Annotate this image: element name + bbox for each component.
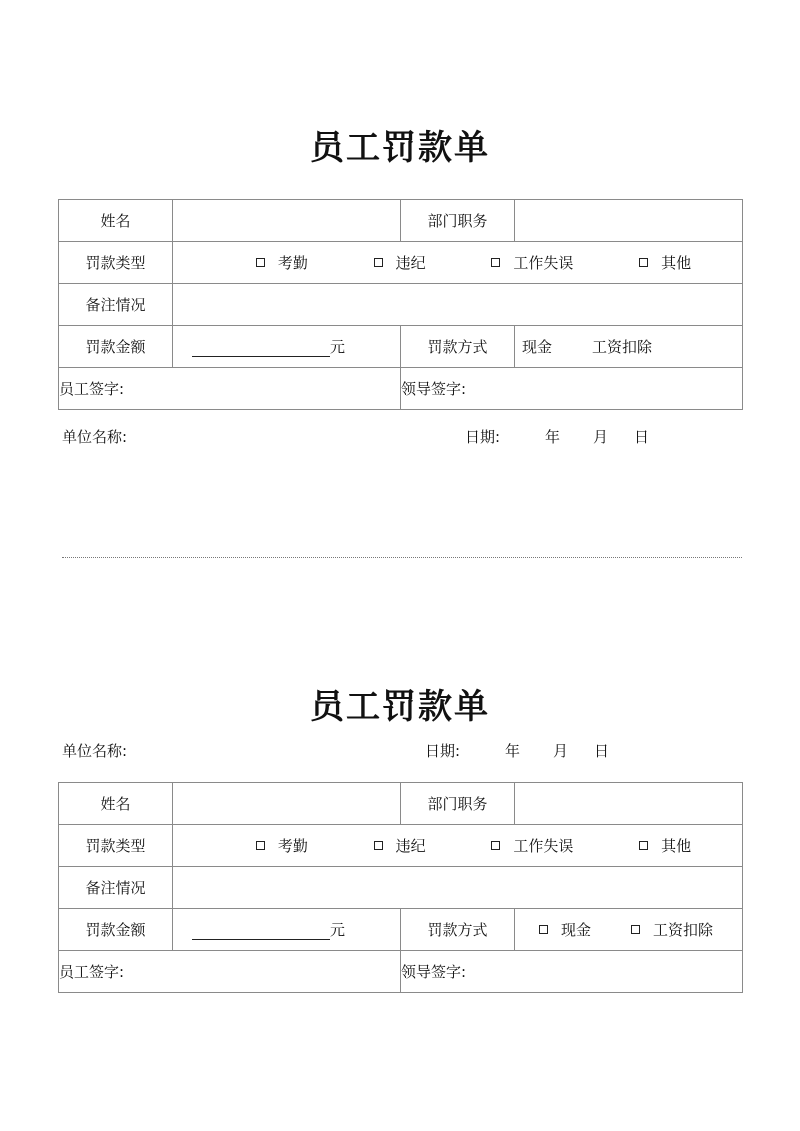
name-field[interactable]: [173, 200, 401, 242]
remark-label: 备注情况: [59, 867, 173, 909]
amount-unit: 元: [330, 921, 346, 939]
method-cash[interactable]: 现金: [539, 919, 591, 940]
penalty-type-label: 罚款类型: [59, 825, 173, 867]
remark-label: 备注情况: [59, 284, 173, 326]
checkbox-icon[interactable]: [539, 925, 548, 934]
checkbox-icon[interactable]: [256, 841, 265, 850]
remark-field[interactable]: [173, 867, 743, 909]
unit-name-label: 单位名称:: [62, 742, 128, 760]
method-options: [515, 326, 743, 368]
method-options: [515, 909, 743, 951]
form-title: 员工罚款单: [310, 128, 490, 168]
method-label: 罚款方式: [401, 909, 515, 951]
method-label: 罚款方式: [401, 326, 515, 368]
date-day: 日: [634, 428, 650, 446]
date-year: 年: [545, 428, 561, 446]
checkbox-icon[interactable]: [639, 258, 648, 267]
date-year: 年: [505, 742, 521, 760]
option-work-error[interactable]: 工作失误: [491, 252, 573, 273]
checkbox-icon[interactable]: [256, 258, 265, 267]
amount-input-line[interactable]: [192, 923, 330, 940]
cut-line-divider: [62, 557, 742, 558]
row-amount: [59, 326, 743, 368]
penalty-form-table: [58, 199, 743, 410]
option-discipline[interactable]: 违纪: [374, 252, 426, 273]
option-work-error[interactable]: 工作失误: [491, 835, 573, 856]
unit-name-label: 单位名称:: [62, 428, 128, 446]
amount-label: 罚款金额: [59, 326, 173, 368]
row-amount: [59, 909, 743, 951]
name-label: 姓名: [59, 200, 173, 242]
row-signatures: [59, 951, 743, 993]
method-cash[interactable]: 现金: [522, 338, 553, 356]
method-salary-deduction[interactable]: 工资扣除: [631, 919, 713, 940]
option-attendance[interactable]: 考勤: [256, 835, 308, 856]
form-title: 员工罚款单: [310, 687, 490, 727]
dept-label: 部门职务: [401, 783, 515, 825]
date-month: 月: [553, 742, 569, 760]
row-penalty-type: [59, 242, 743, 284]
option-discipline[interactable]: 违纪: [374, 835, 426, 856]
row-remark: [59, 284, 743, 326]
checkbox-icon[interactable]: [491, 258, 500, 267]
date-day: 日: [594, 742, 610, 760]
penalty-form-table: [58, 782, 743, 993]
name-field[interactable]: [173, 783, 401, 825]
dept-field[interactable]: [515, 200, 743, 242]
checkbox-icon[interactable]: [491, 841, 500, 850]
row-penalty-type: [59, 825, 743, 867]
option-attendance[interactable]: 考勤: [256, 252, 308, 273]
checkbox-icon[interactable]: [374, 258, 383, 267]
leader-signature[interactable]: 领导签字:: [401, 951, 743, 993]
dept-field[interactable]: [515, 783, 743, 825]
amount-cell: [173, 909, 401, 951]
leader-signature[interactable]: 领导签字:: [401, 368, 743, 410]
date-month: 月: [593, 428, 609, 446]
date-label: 日期:: [425, 742, 461, 760]
penalty-type-options: [173, 825, 743, 867]
date-label: 日期:: [465, 428, 501, 446]
dept-label: 部门职务: [401, 200, 515, 242]
method-salary-deduction[interactable]: 工资扣除: [592, 338, 653, 356]
row-name: [59, 200, 743, 242]
amount-cell: [173, 326, 401, 368]
checkbox-icon[interactable]: [374, 841, 383, 850]
amount-input-line[interactable]: [192, 340, 330, 357]
penalty-type-options: [173, 242, 743, 284]
row-name: [59, 783, 743, 825]
option-other[interactable]: 其他: [639, 835, 691, 856]
remark-field[interactable]: [173, 284, 743, 326]
name-label: 姓名: [59, 783, 173, 825]
checkbox-icon[interactable]: [639, 841, 648, 850]
amount-label: 罚款金额: [59, 909, 173, 951]
employee-signature[interactable]: 员工签字:: [59, 951, 401, 993]
row-signatures: [59, 368, 743, 410]
row-remark: [59, 867, 743, 909]
checkbox-icon[interactable]: [631, 925, 640, 934]
employee-signature[interactable]: 员工签字:: [59, 368, 401, 410]
option-other[interactable]: 其他: [639, 252, 691, 273]
penalty-type-label: 罚款类型: [59, 242, 173, 284]
amount-unit: 元: [330, 338, 346, 356]
